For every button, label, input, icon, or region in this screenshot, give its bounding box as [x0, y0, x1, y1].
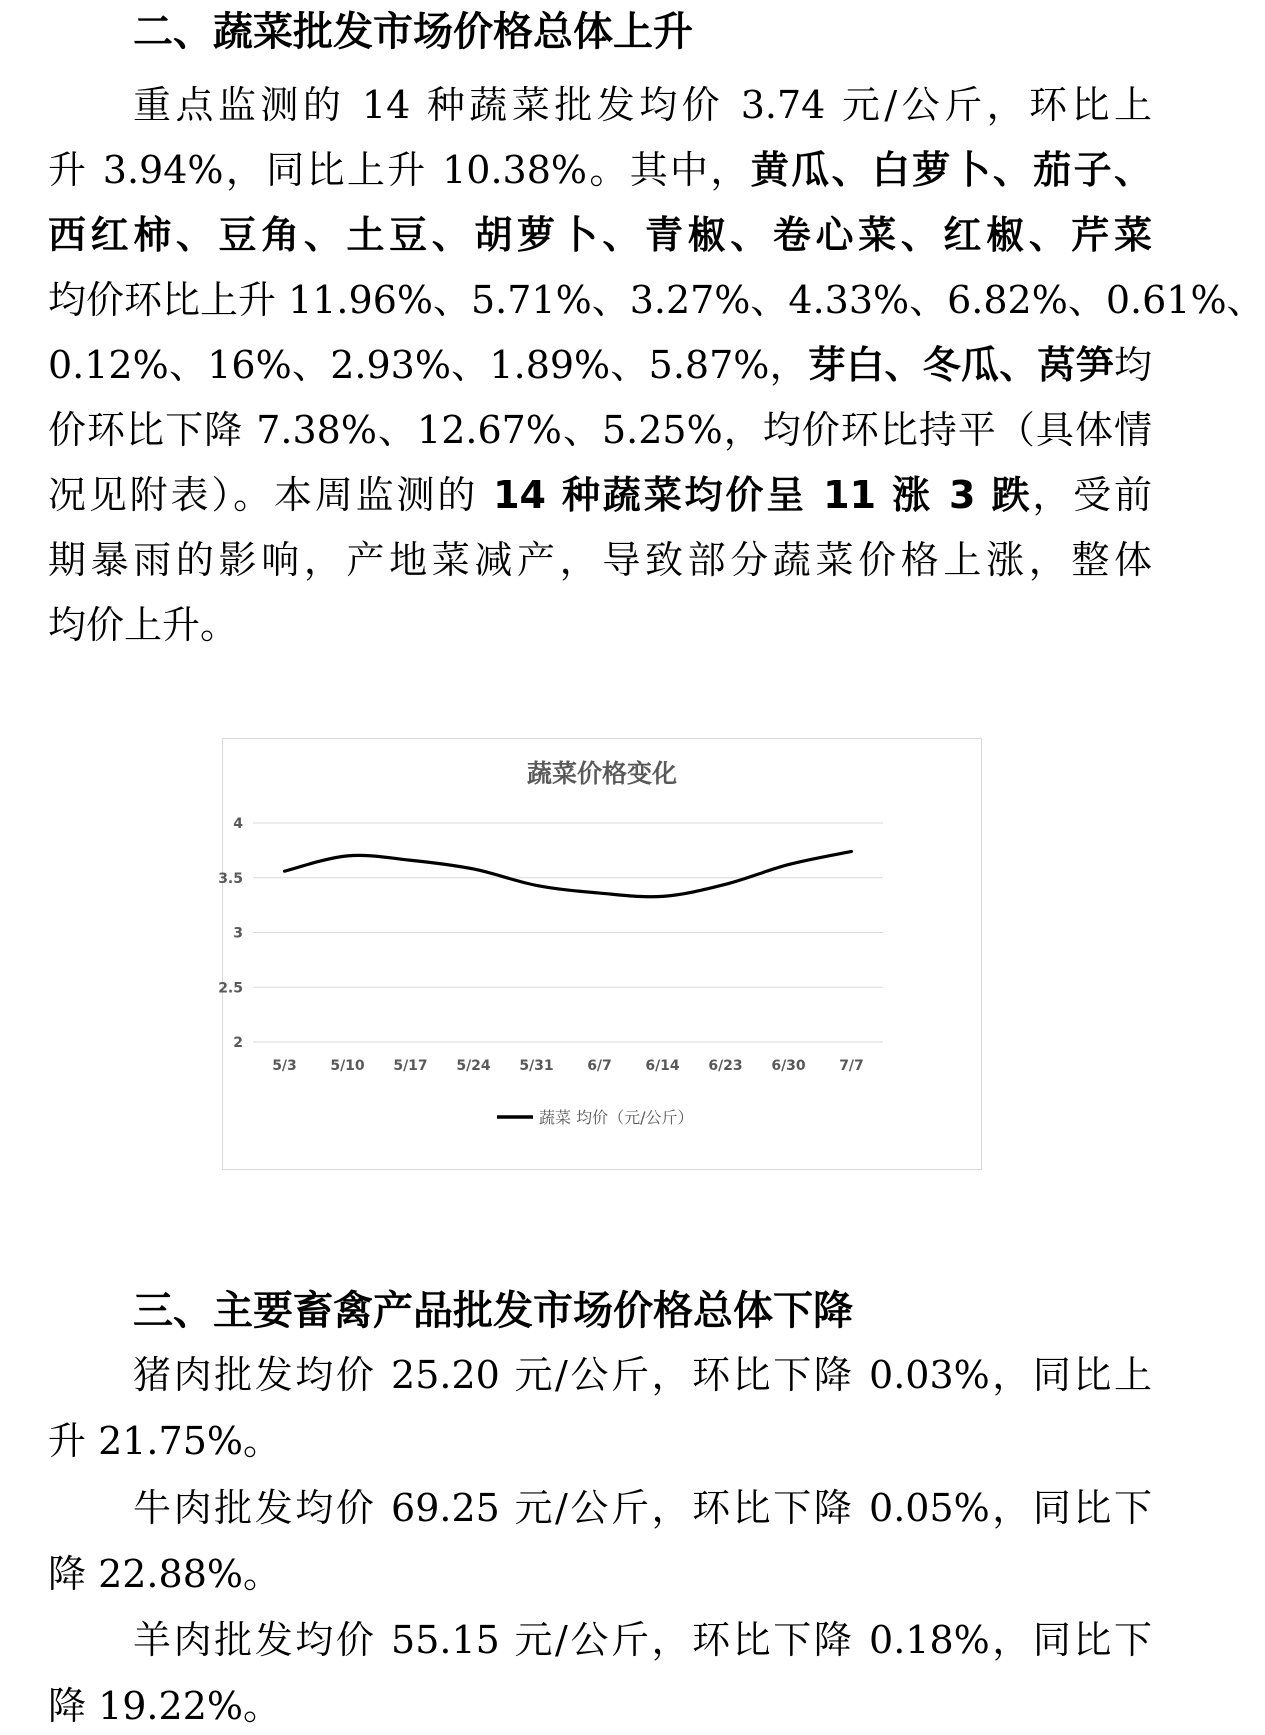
x-tick-label: 5/31 [519, 1058, 554, 1074]
paragraph-line: 西红柿、豆角、土豆、胡萝卜、青椒、卷心菜、红椒、芹菜 [48, 213, 1152, 257]
section-2-heading: 二、蔬菜批发市场价格总体上升 [133, 9, 693, 55]
x-tick-label: 7/7 [839, 1058, 864, 1074]
paragraph-line: 重点监测的 14 种蔬菜批发均价 3.74 元/公斤，环比上 [133, 83, 1152, 127]
x-tick-label: 5/3 [272, 1058, 297, 1074]
section-3-heading: 三、主要畜禽产品批发市场价格总体下降 [133, 1288, 853, 1334]
paragraph-line: 降 22.88%。 [48, 1552, 281, 1596]
legend-label: 蔬菜 均价（元/公斤） [539, 1108, 694, 1127]
paragraph-line: 降 19.22%。 [48, 1684, 281, 1728]
x-tick-label: 5/10 [330, 1058, 365, 1074]
series-line [285, 851, 852, 896]
chart-canvas [218, 739, 981, 1169]
chart-title: 蔬菜价格变化 [526, 759, 678, 788]
y-tick-label: 3 [233, 925, 243, 942]
paragraph-line: 牛肉批发均价 69.25 元/公斤，环比下降 0.05%，同比下 [133, 1486, 1152, 1530]
paragraph-line: 升 21.75%。 [48, 1419, 281, 1463]
vegetable-price-chart [218, 738, 982, 1170]
x-tick-label: 6/23 [708, 1058, 743, 1074]
paragraph-line: 均价上升。 [48, 603, 239, 647]
x-tick-label: 5/24 [456, 1058, 491, 1074]
x-tick-label: 6/30 [771, 1058, 806, 1074]
y-tick-label: 3.5 [218, 870, 243, 887]
paragraph-line: 升 3.94%，同比上升 10.38%。其中，黄瓜、白萝卜、茄子、 [48, 148, 1152, 192]
x-tick-label: 5/17 [393, 1058, 428, 1074]
paragraph-line: 均价环比上升 11.96%、5.71%、3.27%、4.33%、6.82%、0.61%、 [48, 278, 1265, 322]
paragraph-line: 猪肉批发均价 25.20 元/公斤，环比下降 0.03%，同比上 [133, 1353, 1152, 1397]
paragraph-line: 价环比下降 7.38%、12.67%、5.25%，均价环比持平（具体情 [48, 408, 1152, 452]
paragraph-line: 0.12%、16%、2.93%、1.89%、5.87%，芽白、冬瓜、莴笋均 [48, 343, 1152, 387]
paragraph-line: 期暴雨的影响，产地菜减产，导致部分蔬菜价格上涨，整体 [48, 538, 1152, 582]
y-tick-label: 2 [233, 1035, 243, 1051]
paragraph-line: 况见附表）。本周监测的 14 种蔬菜均价呈 11 涨 3 跌，受前 [48, 473, 1152, 517]
y-tick-label: 2.5 [218, 980, 243, 997]
x-tick-label: 6/7 [587, 1058, 612, 1074]
y-tick-label: 4 [233, 816, 243, 832]
x-tick-label: 6/14 [645, 1058, 680, 1074]
paragraph-line: 羊肉批发均价 55.15 元/公斤，环比下降 0.18%，同比下 [133, 1618, 1152, 1662]
